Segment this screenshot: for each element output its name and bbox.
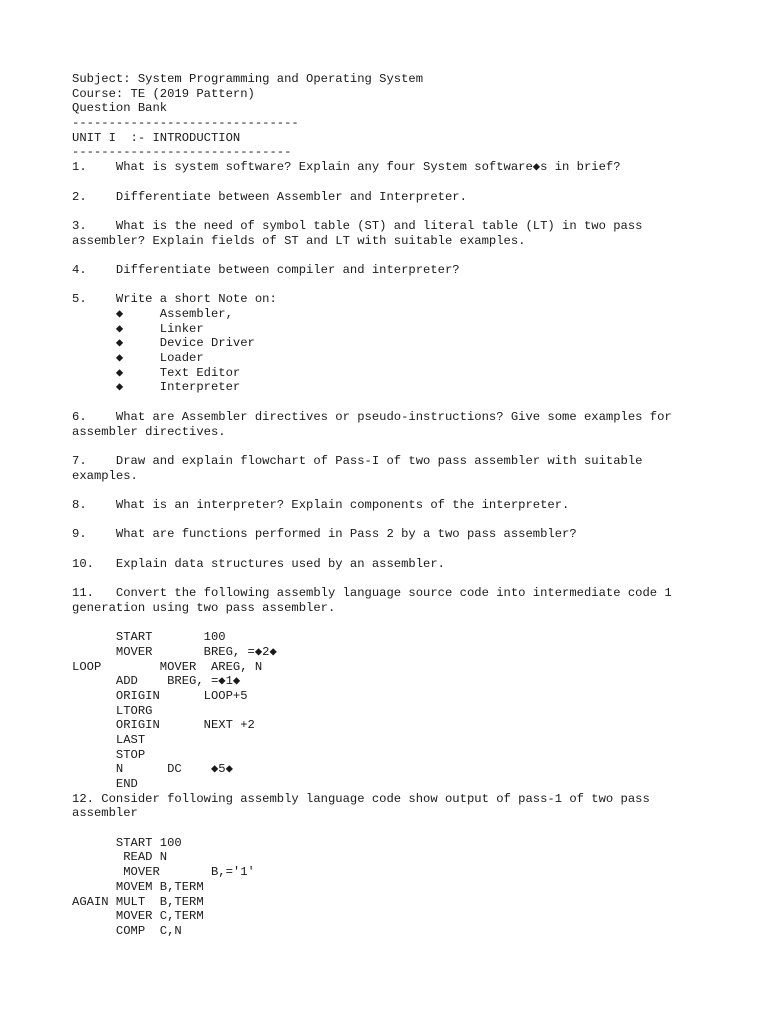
text-line: MOVER B,='1'	[72, 865, 255, 880]
text-line: AGAIN MULT B,TERM	[72, 894, 204, 909]
blank-line	[72, 483, 752, 498]
text-line: LTORG	[72, 703, 153, 718]
text-line: assembler? Explain fields of ST and LT with suitable examples.	[72, 233, 526, 248]
blank-line	[72, 439, 752, 454]
text-line: MOVER BREG, =◆2◆	[72, 644, 277, 659]
text-line: ------------------------------	[72, 145, 292, 160]
text-line: 7. Draw and explain flowchart of Pass-I of two pass assembler with suitable	[72, 453, 643, 468]
text-line: ORIGIN LOOP+5	[72, 688, 248, 703]
text-line: ◆ Text Editor	[72, 365, 241, 380]
text-line: ADD BREG, =◆1◆	[72, 674, 241, 689]
blank-line	[72, 821, 752, 836]
text-line: Question Bank	[72, 101, 168, 116]
text-line: MOVEM B,TERM	[72, 879, 204, 894]
text-line: assembler	[72, 806, 138, 821]
text-line: LOOP MOVER AREG, N	[72, 659, 263, 674]
text-line: 10. Explain data structures used by an assembler.	[72, 556, 445, 571]
blank-line	[72, 615, 752, 630]
blank-line	[72, 248, 752, 263]
blank-line	[72, 542, 752, 557]
text-line: ◆ Assembler,	[72, 307, 233, 321]
text-line: ◆ Linker	[72, 321, 204, 336]
question-bank-document	[72, 72, 752, 939]
text-line: Course: TE (2019 Pattern)	[72, 86, 255, 101]
text-line: 4. Differentiate between compiler and interpreter?	[72, 262, 460, 277]
text-line: STOP	[72, 747, 146, 762]
blank-line	[72, 175, 752, 190]
blank-line	[72, 571, 752, 586]
text-line: 5. Write a short Note on:	[72, 292, 277, 307]
text-line: Subject: System Programming and Operating System	[72, 72, 424, 86]
text-line: MOVER C,TERM	[72, 909, 204, 924]
text-line: assembler directives.	[72, 424, 226, 439]
text-line: UNIT I :- INTRODUCTION	[72, 130, 241, 145]
blank-line	[72, 513, 752, 528]
text-line: 9. What are functions performed in Pass 2 by a two pass assembler?	[72, 527, 577, 542]
text-line: -------------------------------	[72, 116, 299, 131]
text-line: END	[72, 777, 138, 791]
blank-line	[72, 204, 752, 219]
text-line: READ N	[72, 850, 168, 865]
text-line: ◆ Loader	[72, 351, 204, 366]
text-line: LAST	[72, 732, 146, 747]
text-line: START 100	[72, 630, 226, 645]
text-line: 2. Differentiate between Assembler and Interpreter.	[72, 189, 467, 204]
text-line: 11. Convert the following assembly language source code into intermediate code 1	[72, 586, 672, 601]
blank-line	[72, 278, 752, 293]
text-line: ◆ Interpreter	[72, 380, 241, 395]
text-line: ◆ Device Driver	[72, 336, 255, 351]
text-line: 6. What are Assembler directives or pseudo-instructions? Give some examples for	[72, 409, 672, 424]
text-line: generation using two pass assembler.	[72, 600, 336, 615]
text-line: ORIGIN NEXT +2	[72, 718, 255, 733]
text-line: COMP C,N	[72, 923, 182, 938]
blank-line	[72, 395, 752, 410]
text-line: START 100	[72, 835, 182, 850]
text-line: examples.	[72, 468, 138, 483]
text-line: N DC ◆5◆	[72, 762, 233, 777]
text-line: 8. What is an interpreter? Explain components of the interpreter.	[72, 497, 570, 512]
text-line: 3. What is the need of symbol table (ST) and literal table (LT) in two pass	[72, 218, 643, 233]
text-line: 12. Consider following assembly language code show output of pass-1 of two pass	[72, 791, 650, 806]
text-line: 1. What is system software? Explain any four System software◆s in brief?	[72, 160, 621, 175]
